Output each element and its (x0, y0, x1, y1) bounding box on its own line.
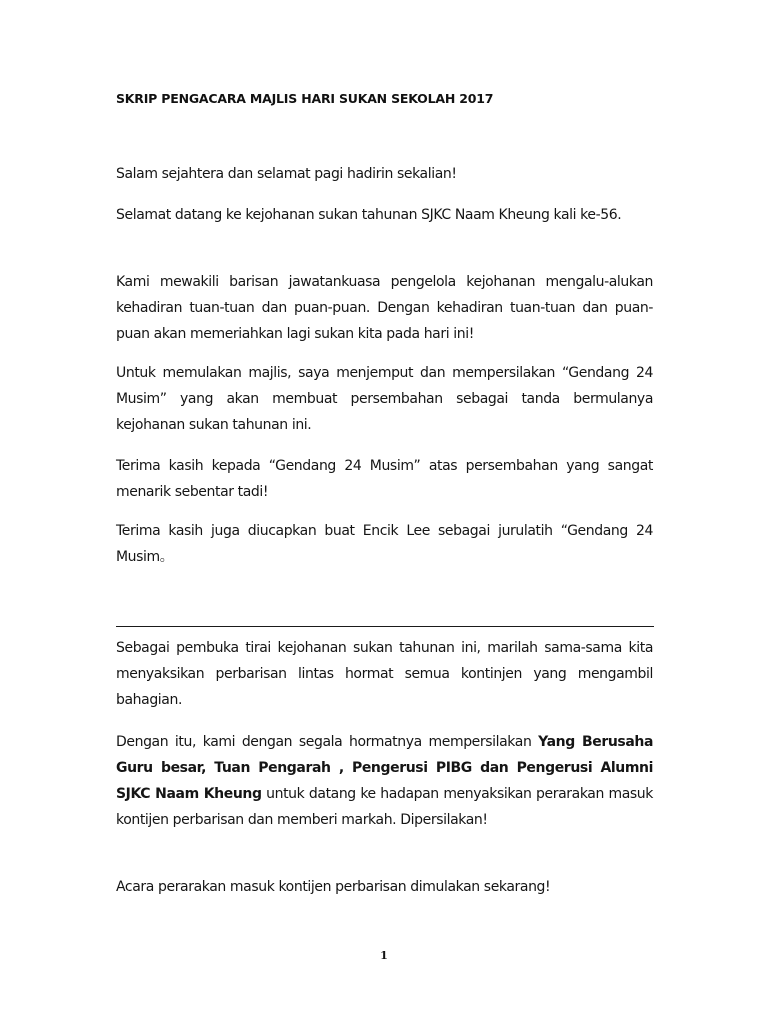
opening-performance-paragraph: Untuk memulakan majlis, saya menjemput dan mempersilakan “Gendang 24 Musim” yang akan membuat persembahan sebagai tanda bermulanya kejohanan sukan tahunan ini. (116, 365, 653, 433)
page-number: 1 (380, 949, 388, 962)
closing-paragraph: Acara perarakan masuk kontijen perbarisan dimulakan sekarang! (116, 879, 551, 895)
invitation-guests-text: Yang Berusaha Guru besar, Tuan Pengarah , Pengerusi PIBG dan Pengerusi Alumni SJKC Naam Kheung (116, 734, 653, 802)
page-title: SKRIP PENGACARA MAJLIS HARI SUKAN SEKOLAH 2017 (116, 91, 494, 106)
thanks-performance-paragraph: Terima kasih kepada “Gendang 24 Musim” atas persembahan yang sangat menarik sebentar tadi! (116, 458, 653, 500)
invitation-lead-text: Dengan itu, kami dengan segala hormatnya mempersilakan (116, 734, 539, 750)
greeting-paragraph: Salam sejahtera dan selamat pagi hadirin sekalian! (116, 166, 457, 182)
welcome-paragraph: Selamat datang ke kejohanan sukan tahunan SJKC Naam Kheung kali ke-56. (116, 207, 622, 223)
thanks-coach-paragraph: Terima kasih juga diucapkan buat Encik Lee sebagai jurulatih “Gendang 24 Musim。 (116, 523, 653, 565)
invitation-paragraph (116, 729, 653, 833)
committee-paragraph: Kami mewakili barisan jawatankuasa pengelola kejohanan mengalu-alukan kehadiran tuan-tuan dan puan-puan. Dengan kehadiran tuan-tuan dan puan-puan akan memeriahkan lagi sukan kita pada hari ini! (116, 274, 653, 342)
parade-intro-paragraph: Sebagai pembuka tirai kejohanan sukan tahunan ini, marilah sama-sama kita menyaksikan perbarisan lintas hormat semua kontinjen yang mengambil bahagian. (116, 640, 653, 708)
section-divider (116, 626, 654, 627)
invitation-tail-text: untuk datang ke hadapan menyaksikan perarakan masuk kontijen perbarisan dan memberi markah. Dipersilakan! (116, 786, 653, 828)
